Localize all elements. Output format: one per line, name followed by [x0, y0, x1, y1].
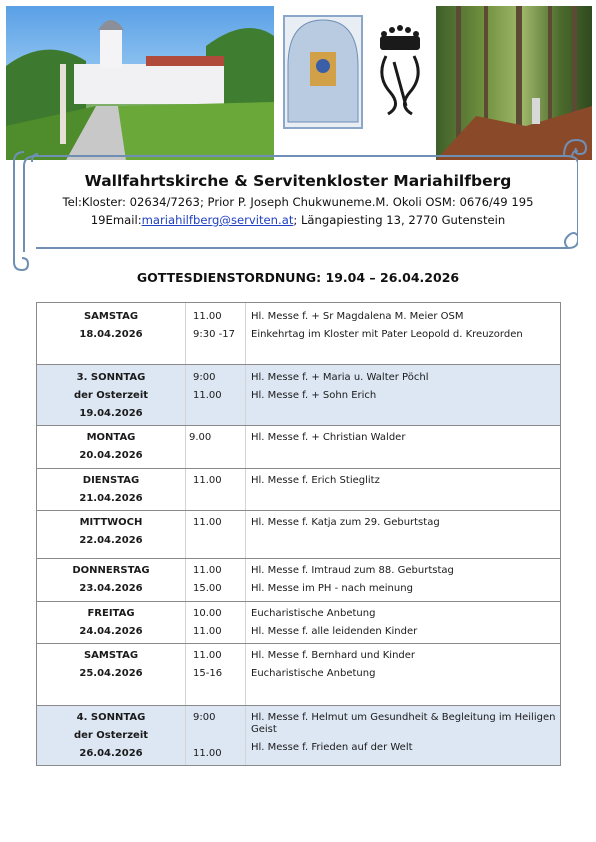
day-name: DIENSTAG	[82, 475, 140, 486]
day-cell	[37, 644, 186, 705]
contact-line: Tel:Kloster: 02634/7263; Prior P. Joseph Chukwuneme.M. Okoli OSM: 0676/49 195	[62, 195, 534, 209]
table-row	[37, 510, 560, 558]
day-cell	[37, 706, 186, 765]
event-text: Hl. Messe f. + Sohn Erich	[251, 390, 377, 401]
table-row	[37, 468, 560, 510]
schedule-title: GOTTESDIENSTORDNUNG: 19.04 – 26.04.2026	[136, 270, 460, 285]
scroll-curl-left	[8, 150, 38, 272]
event-text: Hl. Messe f. Bernhard und Kinder	[251, 650, 416, 661]
day-date: 18.04.2026	[79, 329, 143, 340]
event-cell	[251, 472, 559, 490]
day-cell	[37, 511, 186, 558]
day-date: 20.04.2026	[79, 450, 143, 461]
event-text: Hl. Messe f. Imtraud zum 88. Geburtstag	[251, 565, 454, 576]
event-cell	[251, 308, 559, 344]
time-value: 9:00	[193, 712, 216, 723]
column-divider	[245, 426, 246, 468]
day-name: 4. SONNTAG	[76, 712, 146, 723]
time-value: 11.00	[193, 626, 222, 637]
event-text: Eucharistische Anbetung	[251, 668, 376, 679]
time-cell	[193, 647, 248, 683]
day-name: SAMSTAG	[83, 311, 139, 322]
time-cell	[189, 429, 244, 447]
day-name: 3. SONNTAG	[76, 372, 146, 383]
event-text: Hl. Messe f. Erich Stieglitz	[251, 475, 380, 486]
event-text: Hl. Messe im PH - nach meinung	[251, 583, 413, 594]
table-row	[37, 601, 560, 643]
time-value: 15.00	[193, 583, 222, 594]
day-name: SAMSTAG	[83, 650, 139, 661]
event-cell	[251, 429, 559, 447]
event-cell	[251, 562, 559, 598]
schedule-table	[36, 302, 561, 766]
email-link[interactable]: mariahilfberg@serviten.at	[141, 213, 294, 227]
event-text: Hl. Messe f. Katja zum 29. Geburtstag	[251, 517, 440, 528]
table-row	[37, 643, 560, 705]
day-date: 19.04.2026	[79, 408, 143, 419]
time-value: 11.00	[193, 517, 222, 528]
time-cell	[193, 369, 248, 405]
time-value: 15-16	[193, 668, 223, 679]
event-text: Hl. Messe f. Frieden auf der Welt	[251, 742, 413, 753]
time-cell	[193, 514, 248, 532]
day-subtitle: der Osterzeit	[73, 730, 149, 741]
event-text: Eucharistische Anbetung	[251, 608, 376, 619]
time-cell	[193, 562, 248, 598]
day-cell	[37, 426, 186, 468]
day-cell	[37, 469, 186, 510]
day-subtitle: der Osterzeit	[73, 390, 149, 401]
event-text: Einkehrtag im Kloster mit Pater Leopold d. Kreuzorden	[251, 329, 523, 340]
table-row	[37, 558, 560, 601]
time-value: 9.00	[189, 432, 212, 443]
day-cell	[37, 365, 186, 425]
table-row	[37, 364, 560, 425]
time-value: 11.00	[193, 311, 222, 322]
day-date: 26.04.2026	[79, 748, 143, 759]
time-cell	[193, 308, 248, 344]
time-value: 11.00	[193, 748, 222, 759]
table-row	[37, 705, 560, 765]
email-prefix: 19Email:	[90, 213, 142, 227]
email-address-line	[0, 213, 596, 227]
scroll-curl-right	[560, 134, 590, 164]
day-cell	[37, 303, 186, 364]
event-cell	[251, 647, 559, 683]
emblem-images	[276, 6, 434, 160]
time-cell	[193, 709, 248, 763]
time-value: 9:00	[193, 372, 216, 383]
event-text: Hl. Messe f. + Sr Magdalena M. Meier OSM	[251, 311, 464, 322]
event-cell	[251, 605, 559, 641]
event-text: Hl. Messe f. + Maria u. Walter Pöchl	[251, 372, 429, 383]
day-name: DONNERSTAG	[72, 565, 150, 576]
time-value: 10.00	[193, 608, 222, 619]
time-cell	[193, 605, 248, 641]
table-row	[37, 425, 560, 468]
day-name: MITTWOCH	[79, 517, 143, 528]
table-row	[37, 303, 560, 364]
event-cell	[251, 709, 559, 757]
day-date: 24.04.2026	[79, 626, 143, 637]
time-value: 11.00	[193, 390, 222, 401]
day-name: FREITAG	[87, 608, 135, 619]
day-date: 22.04.2026	[79, 535, 143, 546]
time-cell	[193, 472, 248, 490]
day-cell	[37, 602, 186, 643]
address-text: ; Längapiesting 13, 2770 Gutenstein	[293, 213, 506, 227]
event-cell	[251, 369, 559, 405]
event-cell	[251, 514, 559, 532]
event-text: Hl. Messe f. Helmut um Gesundheit & Begleitung im Heiligen Geist	[251, 712, 556, 735]
event-text: Hl. Messe f. + Christian Walder	[251, 432, 406, 443]
time-value: 11.00	[193, 650, 222, 661]
event-text: Hl. Messe f. alle leidenden Kinder	[251, 626, 418, 637]
day-cell	[37, 559, 186, 601]
day-date: 21.04.2026	[79, 493, 143, 504]
page-title: Wallfahrtskirche & Servitenkloster Mariahilfberg	[84, 172, 512, 190]
day-date: 23.04.2026	[79, 583, 143, 594]
church-photo	[6, 6, 274, 160]
day-name: MONTAG	[86, 432, 136, 443]
time-value: 11.00	[193, 565, 222, 576]
time-value: 11.00	[193, 475, 222, 486]
day-date: 25.04.2026	[79, 668, 143, 679]
time-value: 9:30 -17	[193, 329, 235, 340]
